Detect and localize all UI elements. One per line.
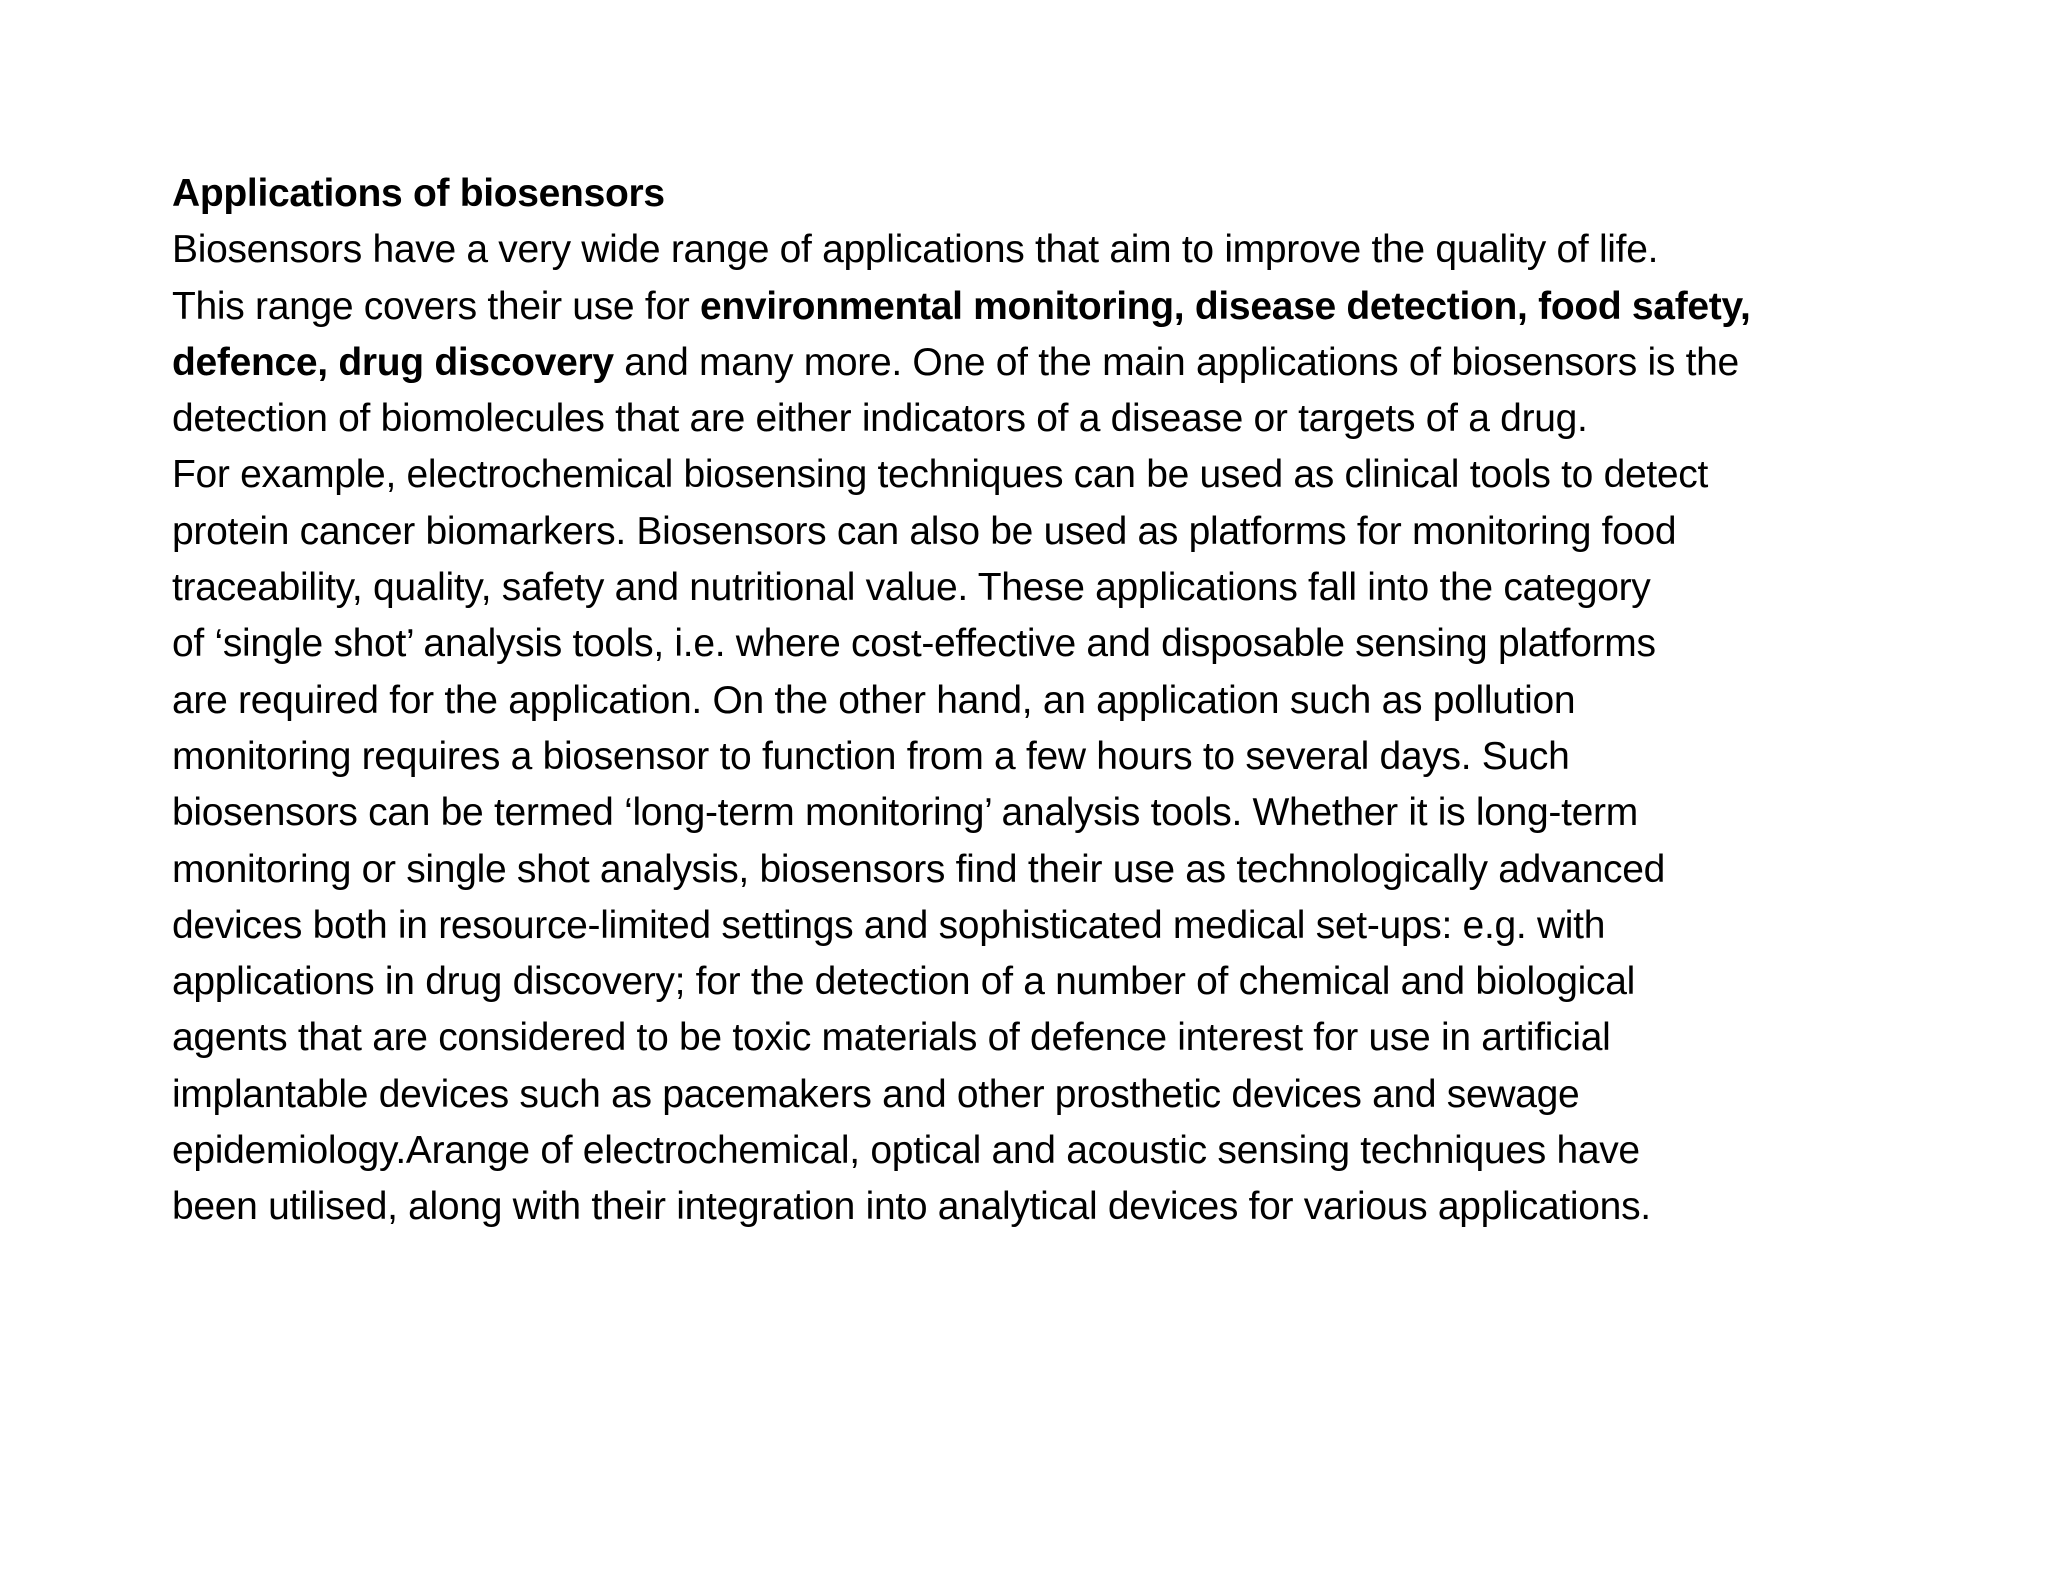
body-text: This range covers their use for — [172, 284, 700, 328]
body-line — [172, 279, 1912, 335]
body-line: of ‘single shot’ analysis tools, i.e. where cost-effective and disposable sensing platforms — [172, 622, 1656, 666]
body-line: agents that are considered to be toxic materials of defence interest for use in artificial — [172, 1016, 1611, 1060]
body-line: applications in drug discovery; for the detection of a number of chemical and biological — [172, 960, 1635, 1004]
body-line: been utilised, along with their integration into analytical devices for various applications. — [172, 1185, 1651, 1229]
body-line: are required for the application. On the other hand, an application such as pollution — [172, 678, 1576, 722]
body-line: monitoring requires a biosensor to function from a few hours to several days. Such — [172, 734, 1570, 778]
body-line: Biosensors have a very wide range of applications that aim to improve the quality of life. — [172, 228, 1659, 272]
body-line — [172, 335, 1912, 391]
body-text: and many more. One of the main applications of biosensors is the — [613, 340, 1739, 384]
body-line: devices both in resource-limited settings and sophisticated medical set-ups: e.g. with — [172, 903, 1606, 947]
bold-application-list: environmental monitoring, disease detection, food safety, — [699, 284, 1751, 328]
body-line: traceability, quality, safety and nutritional value. These applications fall into the category — [172, 566, 1651, 610]
document-page — [172, 166, 1912, 1236]
section-heading: Applications of biosensors — [172, 172, 665, 215]
body-line: detection of biomolecules that are either indicators of a disease or targets of a drug. — [172, 397, 1588, 441]
body-line: epidemiology.Arange of electrochemical, optical and acoustic sensing techniques have — [172, 1129, 1640, 1173]
body-paragraph — [172, 222, 1912, 1235]
body-line: implantable devices such as pacemakers and other prosthetic devices and sewage — [172, 1072, 1580, 1116]
body-line: For example, electrochemical biosensing techniques can be used as clinical tools to detect — [172, 453, 1709, 497]
body-line: biosensors can be termed ‘long-term monitoring’ analysis tools. Whether it is long-term — [172, 791, 1638, 835]
bold-application-list: defence, drug discovery — [172, 340, 614, 384]
body-line: monitoring or single shot analysis, biosensors find their use as technologically advanced — [172, 847, 1665, 891]
body-line: protein cancer biomarkers. Biosensors can also be used as platforms for monitoring food — [172, 509, 1677, 553]
